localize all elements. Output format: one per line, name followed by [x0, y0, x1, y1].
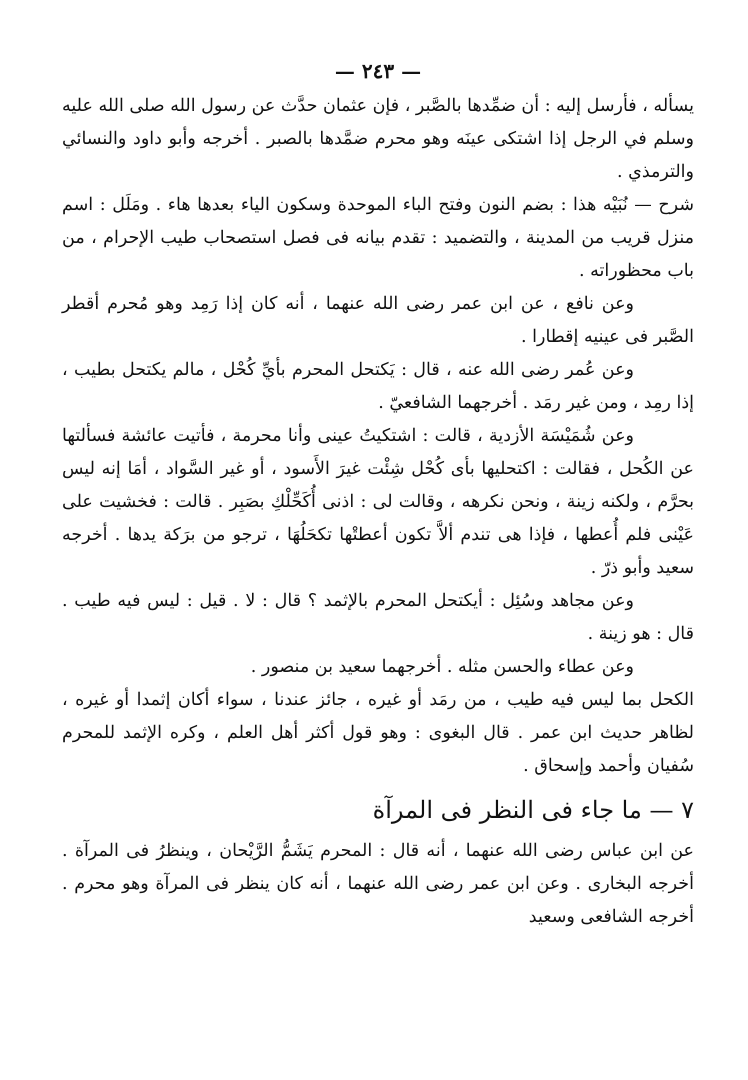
- paragraph-commentary: شرح — نُبَيْه هذا : بضم النون وفتح الباء الموحدة وسكون الياء بعدها هاء . ومَلَل : اسم منزل قريب من المدينة ، والتضميد : تقدم بيانه فى فصل استصحاب طيب الإحرام ، من باب محظوراته .: [62, 195, 694, 281]
- paragraph-umar: وعن عُمر رضى الله عنه ، قال : يَكتحل المحرم بأيِّ كُحْل ، مالم يكتحل بطيب ، إذا رمِد ، ومن غير رمَد . أخرجهما الشافعيّ .: [62, 360, 694, 413]
- paragraph-ruling: الكحل بما ليس فيه طيب ، من رمَد أو غيره ، جائز عندنا ، سواء أكان إثمدا أو غيره ، لظاهر حديث ابن عمر . قال البغوى : وهو قول أكثر أهل العلم ، وكره الإثمد للمحرم سُفيان وأحمد وإسحاق .: [62, 690, 694, 776]
- paragraph-continuation: يسأله ، فأرسل إليه : أن ضمِّدها بالصَّبر ، فإن عثمان حدَّث عن رسول الله صلى الله عليه وسلم في الرجل إذا اشتكى عينَه وهو محرم ضمَّدها بالصبر . أخرجه وأبو داود والنسائي والترمذي .: [62, 96, 694, 182]
- body-text: [62, 90, 694, 934]
- paragraph-mujahid: وعن مجاهد وسُئِل : أيكتحل المحرم بالإثمد ؟ قال : لا . قيل : ليس فيه طيب . قال : هو زينة .: [62, 591, 694, 644]
- paragraph-ata: وعن عطاء والحسن مثله . أخرجهما سعيد بن منصور .: [250, 657, 634, 677]
- document-page: [62, 52, 694, 1062]
- chapter-title: ٧ — ما جاء فى النظر فى المرآة: [372, 796, 694, 824]
- paragraph-nafi: وعن نافع ، عن ابن عمر رضى الله عنهما ، أنه كان إذا رَمِد وهو مُحرم أقطر الصَّبر فى عينيه إقطارا .: [62, 294, 694, 347]
- paragraph-shumaysa: وعن شُمَيْسَة الأزدية ، قالت : اشتكيتُ عينى وأنا محرمة ، فأتيت عائشة فسألتها عن الكُحل ، فقالت : اكتحليها بأى كُحْل شِئْت غيرَ الأَسود ، أو غير السَّواد ، أمَا إنه ليس بحرَّم ، ولكنه زينة ، ونحن نكرهه ، وقالت لى : اذنى أُكَحِّلْكِ بصَبِر . قالت : فخشيت على عَيْنى فلم أُعطها ، فإذا هى تندم ألاَّ تكون أعطتْها تكحَلُهَا ، ترجو من برَكة يدها . أخرجه سعيد وأبو ذرّ .: [62, 426, 694, 578]
- paragraph-ibn-abbas: عن ابن عباس رضى الله عنهما ، أنه قال : المحرم يَشَمُّ الرَّيْحان ، وينظرُ فى المرآة . أخرجه البخارى . وعن ابن عمر رضى الله عنهما ، أنه كان ينظر فى المرآة وهو محرم . أخرجه الشافعى وسعيد: [62, 841, 694, 927]
- page-number: — ٢٤٣ —: [334, 59, 422, 83]
